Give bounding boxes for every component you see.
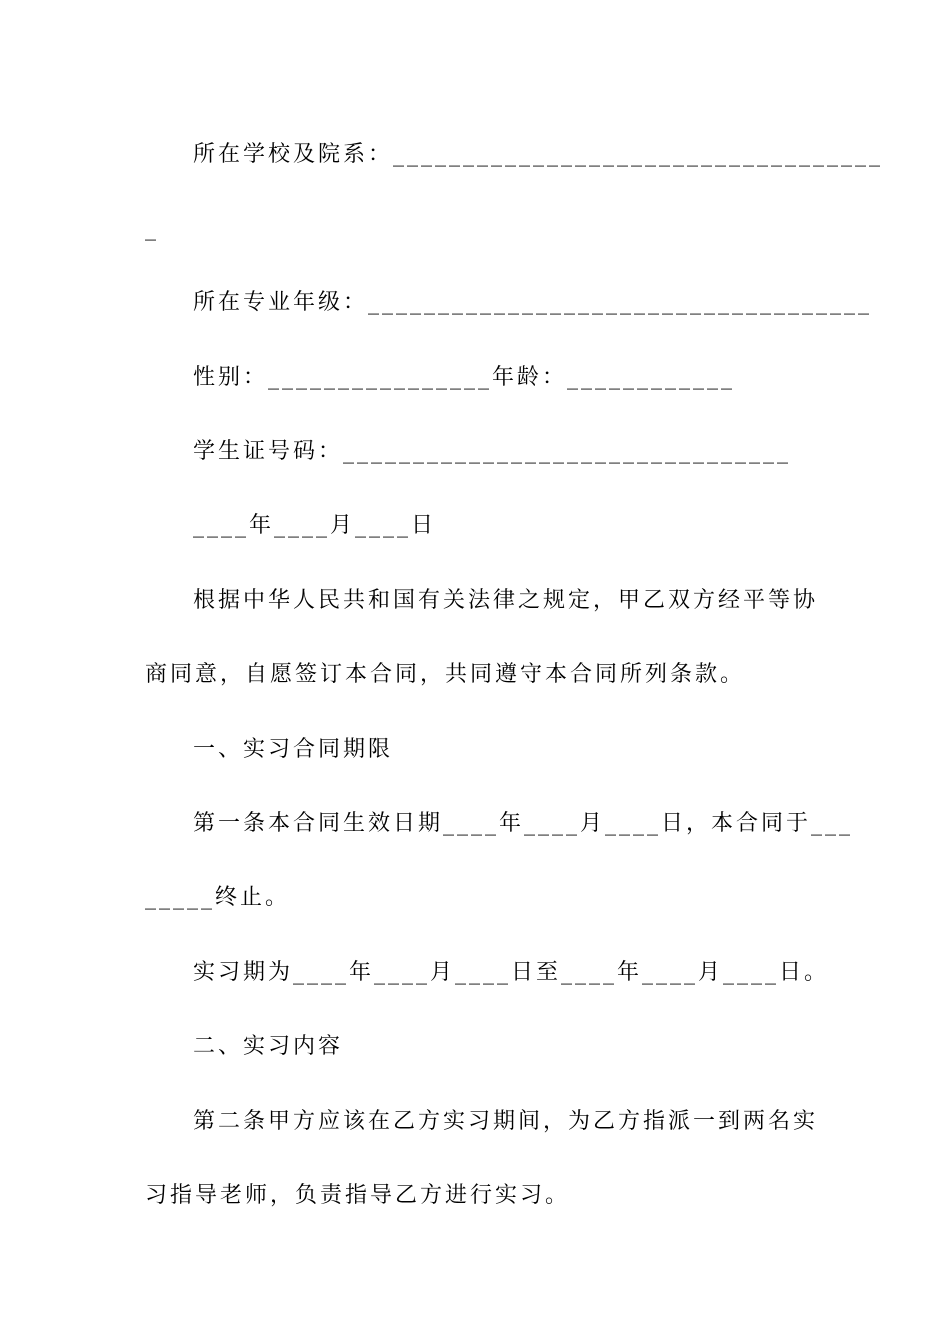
preamble-line-1: 根据中华人民共和国有关法律之规定，甲乙双方经平等协	[193, 588, 819, 613]
preamble-line-2: 商同意，自愿签订本合同，共同遵守本合同所列条款。	[145, 662, 746, 687]
internship-period-line: 实习期为____年____月____日至____年____月____日。	[193, 960, 830, 985]
student-id-field: 学生证号码：________________________________	[193, 439, 792, 464]
article-2-line-2: 习指导老师，负责指导乙方进行实习。	[145, 1183, 571, 1208]
article-1-line-2: _____终止。	[145, 885, 291, 910]
section-heading-1: 一、实习合同期限	[193, 737, 394, 762]
section-heading-2: 二、实习内容	[193, 1034, 344, 1059]
underline-continuation: _	[145, 216, 159, 241]
school-department-field: 所在学校及院系：___________________________________	[193, 142, 884, 167]
article-1-line-1: 第一条本合同生效日期____年____月____日，本合同于___	[193, 811, 854, 836]
major-grade-field: 所在专业年级：____________________________________	[193, 290, 873, 315]
article-2-line-1: 第二条甲方应该在乙方实习期间，为乙方指派一到两名实	[193, 1109, 819, 1134]
gender-age-field: 性别：________________年龄：____________	[193, 365, 736, 390]
date-field: ____年____月____日	[193, 513, 437, 538]
